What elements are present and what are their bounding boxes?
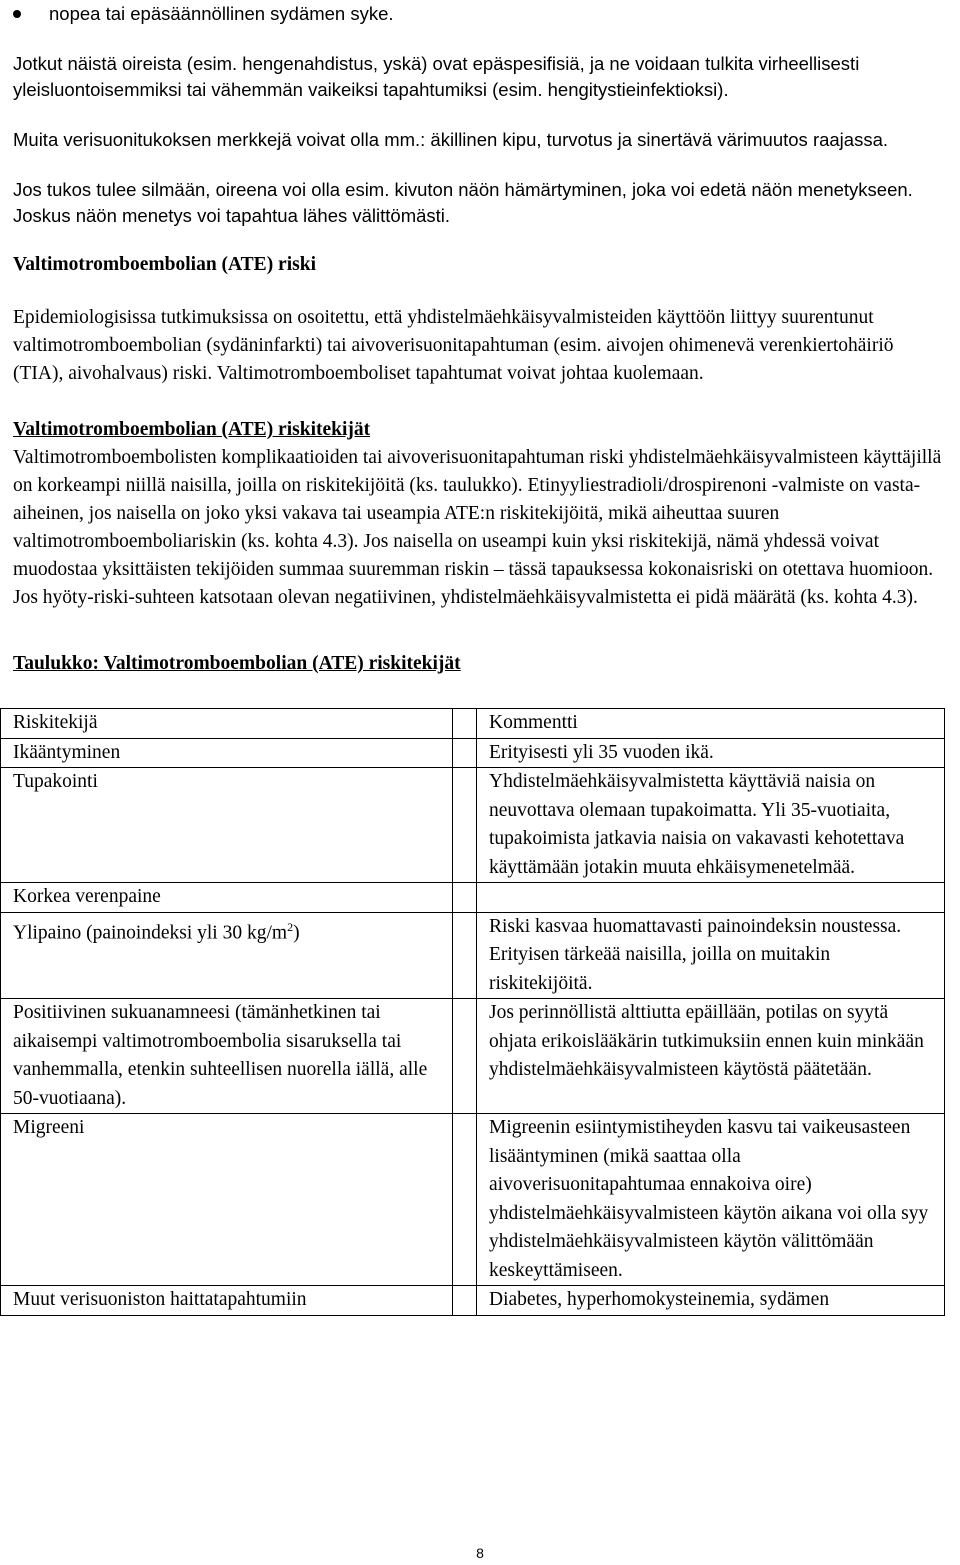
table-row [1, 768, 945, 883]
table-cell-comment [477, 883, 945, 913]
table-header-factor: Riskitekijä [1, 709, 453, 739]
table-cell-comment [477, 1114, 945, 1286]
table-cell-comment [477, 912, 945, 999]
column-gap [453, 912, 477, 999]
column-gap [453, 738, 477, 768]
column-gap [453, 999, 477, 1114]
table-row [1, 883, 945, 913]
paragraph-risk-factors: Valtimotromboembolisten komplikaatioiden tai aivoverisuonitapahtuman riski yhdistelmäehkäisyvalmisteen käyttäjillä on korkeampi niillä naisilla, joilla on riskitekijöitä (ks. taulukko). Etinyyliestradioli/drospirenoni -valmiste on vasta-aiheinen, jos naisella on joko yksi vakava tai useampia ATE:n riskitekijöitä, mikä aiheuttaa suuren valtimotromboemboliariskin (ks. kohta 4.3). Jos naisella on useampi kuin yksi riskitekijä, nämä yhdessä voivat muodostaa yksittäisten tekijöiden summaa suuremman riskin – tässä tapauksessa kokonaisriski on otettava huomioon. Jos hyöty-riski-suhteen katsotaan olevan negatiivinen, yhdistelmäehkäisyvalmistetta ei pidä määrätä (ks. kohta 4.3). [13, 447, 942, 608]
table-header-comment: Kommentti [477, 709, 945, 739]
comment-line: Erityisen tärkeää naisilla, joilla on muitakin riskitekijöitä. [489, 944, 831, 994]
paragraph-epidemiology: Epidemiologisissa tutkimuksissa on osoitettu, että yhdistelmäehkäisyvalmisteiden käyttöön liittyy suurentunut valtimotromboembolian (sydäninfarkti) tai aivoverisuonitapahtuman (esim. aivojen ohimenevä verenkiertohäiriö (TIA), aivohalvaus) riski. Valtimotromboemboliset tapahtumat voivat johtaa kuolemaan. [13, 307, 894, 384]
table-cell-factor: Migreeni [1, 1114, 453, 1286]
comment-line: Migreenin esiintymistiheyden kasvu tai vaikeusasteen [489, 1117, 911, 1138]
column-gap [453, 1286, 477, 1316]
bullet-text: nopea tai epäsäännöllinen sydämen syke. [49, 3, 394, 24]
table-cell-comment: Erityisesti yli 35 vuoden ikä. [477, 738, 945, 768]
section-heading-risk-factors: Valtimotromboembolian (ATE) riskitekijät [13, 419, 371, 440]
table-cell-factor: Tupakointi [1, 768, 453, 883]
table-header-row [1, 709, 945, 739]
column-gap [453, 1114, 477, 1286]
table-row [1, 1286, 945, 1316]
table-cell-comment: Diabetes, hyperhomokysteinemia, sydämen [477, 1286, 945, 1316]
risk-factor-table [0, 708, 945, 1316]
paragraph-eye: Jos tukos tulee silmään, oireena voi olla esim. kivuton näön hämärtyminen, joka voi edetä näön menetykseen. Joskus näön menetys voi tapahtua lähes välittömästi. [13, 179, 913, 226]
column-gap [453, 883, 477, 913]
table-cell-comment: Jos perinnöllistä alttiutta epäillään, potilas on syytä ohjata erikoislääkärin tutkimuksiin ennen kuin minkään yhdistelmäehkäisyvalmisteen käytöstä päätetään. [477, 999, 945, 1114]
superscript: 2 [287, 919, 294, 934]
table-row [1, 912, 945, 999]
bullet-dot-icon [13, 10, 21, 18]
bullet-item [13, 1, 948, 27]
table-cell-factor [1, 912, 453, 999]
table-title: Taulukko: Valtimotromboembolian (ATE) riskitekijät [13, 653, 461, 674]
table-cell-comment: Yhdistelmäehkäisyvalmistetta käyttäviä naisia on neuvottava olemaan tupakoimatta. Yli 35-vuotiaita, tupakoimista jatkavia naisia on vakavasti kehotettava käyttämään jotakin muuta ehkäisymenetelmää. [477, 768, 945, 883]
column-gap [453, 768, 477, 883]
table-cell-factor: Muut verisuoniston haittatapahtumiin [1, 1286, 453, 1316]
factor-text-end: ) [293, 922, 300, 943]
page-number: 8 [476, 1545, 484, 1561]
comment-line: lisääntyminen (mikä saattaa olla aivoverisuonitapahtumaa ennakoiva oire) yhdistelmäehkäisyvalmisteen käytön aikana voi olla syy yhdistelmäehkäisyvalmisteen käytön välittömään keskeyttämiseen. [489, 1145, 929, 1281]
table-row [1, 1114, 945, 1286]
document-page [13, 0, 948, 1316]
table-cell-factor: Positiivinen sukuanamneesi (tämänhetkinen tai aikaisempi valtimotromboembolia sisaruksella tai vanhemmalla, etenkin suhteellisen nuorella iällä, alle 50-vuotiaana). [1, 999, 453, 1114]
comment-line: Riski kasvaa huomattavasti painoindeksin noustessa. [489, 915, 902, 937]
table-cell-factor: Ikääntyminen [1, 738, 453, 768]
section-heading-ate-risk: Valtimotromboembolian (ATE) riski [13, 254, 316, 275]
factor-text: Ylipaino (painoindeksi yli 30 kg/m [13, 922, 288, 943]
table-row [1, 738, 945, 768]
table-row [1, 999, 945, 1114]
paragraph-other-signs: Muita verisuonitukoksen merkkejä voivat olla mm.: äkillinen kipu, turvotus ja sinertävä värimuutos raajassa. [13, 129, 889, 150]
column-gap [453, 709, 477, 739]
paragraph-symptoms: Jotkut näistä oireista (esim. hengenahdistus, yskä) ovat epäspesifisiä, ja ne voidaan tulkita virheellisesti yleisluontoisemmiksi tai vähemmän vaikeiksi tapahtumiksi (esim. hengitystieinfektioksi). [13, 53, 860, 100]
table-cell-factor: Korkea verenpaine [1, 883, 453, 913]
